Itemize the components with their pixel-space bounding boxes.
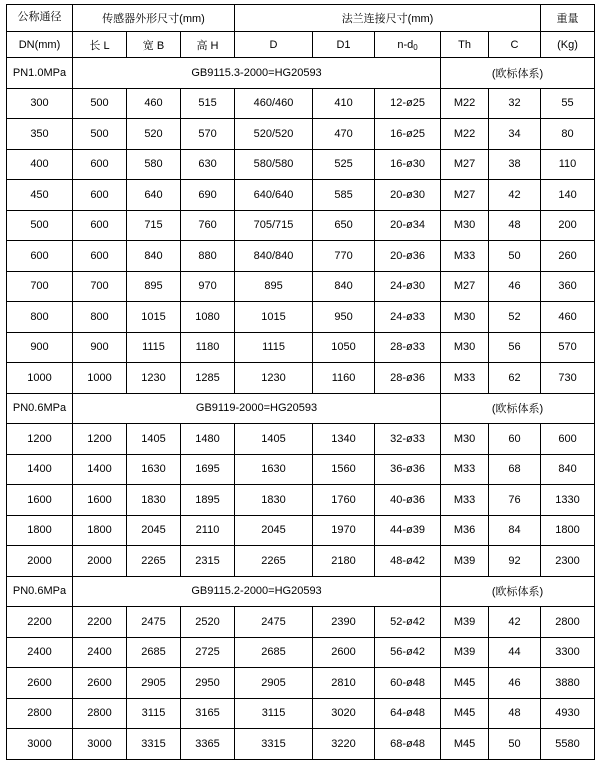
cell-c: 46 (489, 271, 541, 302)
cell-length: 1400 (73, 454, 127, 485)
cell-length: 3000 (73, 729, 127, 760)
cell-length: 600 (73, 180, 127, 211)
cell-width: 2265 (127, 546, 181, 577)
cell-dn: 2600 (7, 668, 73, 699)
cell-height: 515 (181, 88, 235, 119)
cell-length: 1000 (73, 363, 127, 394)
cell-dn: 600 (7, 241, 73, 272)
cell-dn: 2000 (7, 546, 73, 577)
cell-th: M39 (441, 637, 489, 668)
cell-d: 3115 (235, 698, 313, 729)
header-group-flange: 法兰连接尺寸(mm) (235, 5, 541, 32)
cell-d: 705/715 (235, 210, 313, 241)
cell-nd0: 16-ø30 (375, 149, 441, 180)
section-pressure-label: PN0.6MPa (7, 393, 73, 424)
header-col-height: 高 H (181, 32, 235, 58)
cell-d: 3315 (235, 729, 313, 760)
cell-length: 600 (73, 210, 127, 241)
cell-d: 2475 (235, 607, 313, 638)
cell-th: M30 (441, 210, 489, 241)
cell-c: 46 (489, 668, 541, 699)
header-col-nd0-subscript: 0 (413, 42, 418, 52)
cell-length: 2000 (73, 546, 127, 577)
cell-width: 2905 (127, 668, 181, 699)
cell-c: 42 (489, 180, 541, 211)
cell-width: 840 (127, 241, 181, 272)
section-standard-label: GB9119-2000=HG20593 (73, 393, 441, 424)
cell-weight: 80 (541, 119, 595, 150)
cell-dn: 1600 (7, 485, 73, 516)
table-row (7, 454, 595, 485)
cell-width: 580 (127, 149, 181, 180)
cell-c: 50 (489, 729, 541, 760)
cell-c: 68 (489, 454, 541, 485)
cell-nd0: 68-ø48 (375, 729, 441, 760)
table-body (7, 58, 595, 760)
table-row (7, 180, 595, 211)
cell-th: M36 (441, 515, 489, 546)
cell-nd0: 52-ø42 (375, 607, 441, 638)
cell-dn: 800 (7, 302, 73, 333)
header-group-sensor: 传感器外形尺寸(mm) (73, 5, 235, 32)
cell-d1: 2600 (313, 637, 375, 668)
section-pressure-label: PN0.6MPa (7, 576, 73, 607)
table-row (7, 485, 595, 516)
cell-weight: 4930 (541, 698, 595, 729)
cell-weight: 110 (541, 149, 595, 180)
cell-height: 690 (181, 180, 235, 211)
cell-height: 2110 (181, 515, 235, 546)
cell-weight: 3880 (541, 668, 595, 699)
table-row (7, 119, 595, 150)
cell-height: 1285 (181, 363, 235, 394)
cell-width: 895 (127, 271, 181, 302)
cell-height: 2950 (181, 668, 235, 699)
cell-dn: 500 (7, 210, 73, 241)
cell-length: 600 (73, 149, 127, 180)
cell-c: 34 (489, 119, 541, 150)
cell-height: 2520 (181, 607, 235, 638)
section-pressure-label: PN1.0MPa (7, 58, 73, 89)
cell-weight: 3300 (541, 637, 595, 668)
header-dn-line2: DN(mm) (7, 32, 73, 58)
table-row (7, 302, 595, 333)
cell-height: 1180 (181, 332, 235, 363)
header-weight-line2: (Kg) (541, 32, 595, 58)
cell-width: 2685 (127, 637, 181, 668)
cell-c: 32 (489, 88, 541, 119)
table-row (7, 149, 595, 180)
cell-c: 76 (489, 485, 541, 516)
section-header-row (7, 58, 595, 89)
cell-weight: 2300 (541, 546, 595, 577)
table-row (7, 729, 595, 760)
cell-height: 970 (181, 271, 235, 302)
cell-nd0: 64-ø48 (375, 698, 441, 729)
cell-weight: 55 (541, 88, 595, 119)
cell-d1: 2180 (313, 546, 375, 577)
cell-c: 84 (489, 515, 541, 546)
cell-d1: 3220 (313, 729, 375, 760)
cell-th: M22 (441, 88, 489, 119)
cell-d: 2685 (235, 637, 313, 668)
table-row (7, 241, 595, 272)
cell-d1: 1340 (313, 424, 375, 455)
cell-dn: 1000 (7, 363, 73, 394)
cell-nd0: 28-ø33 (375, 332, 441, 363)
cell-nd0: 56-ø42 (375, 637, 441, 668)
cell-d: 1630 (235, 454, 313, 485)
cell-th: M27 (441, 271, 489, 302)
section-note-label: (欧标体系) (441, 58, 595, 89)
cell-c: 38 (489, 149, 541, 180)
cell-c: 44 (489, 637, 541, 668)
table-row (7, 546, 595, 577)
cell-nd0: 44-ø39 (375, 515, 441, 546)
header-col-length: 长 L (73, 32, 127, 58)
cell-d: 1015 (235, 302, 313, 333)
header-col-th: Th (441, 32, 489, 58)
cell-dn: 350 (7, 119, 73, 150)
cell-dn: 700 (7, 271, 73, 302)
cell-dn: 1400 (7, 454, 73, 485)
table-row (7, 424, 595, 455)
cell-weight: 730 (541, 363, 595, 394)
cell-nd0: 20-ø34 (375, 210, 441, 241)
cell-length: 800 (73, 302, 127, 333)
cell-height: 3365 (181, 729, 235, 760)
cell-dn: 2400 (7, 637, 73, 668)
table-header (7, 5, 595, 58)
header-col-width: 宽 B (127, 32, 181, 58)
cell-dn: 900 (7, 332, 73, 363)
cell-length: 1800 (73, 515, 127, 546)
cell-c: 52 (489, 302, 541, 333)
cell-width: 2475 (127, 607, 181, 638)
header-row-groups (7, 5, 595, 32)
cell-weight: 260 (541, 241, 595, 272)
cell-dn: 300 (7, 88, 73, 119)
cell-length: 700 (73, 271, 127, 302)
cell-d1: 2390 (313, 607, 375, 638)
cell-c: 56 (489, 332, 541, 363)
cell-d: 1830 (235, 485, 313, 516)
cell-nd0: 32-ø33 (375, 424, 441, 455)
cell-weight: 570 (541, 332, 595, 363)
table-row (7, 210, 595, 241)
header-weight-line1: 重量 (541, 5, 595, 32)
cell-nd0: 40-ø36 (375, 485, 441, 516)
cell-d: 840/840 (235, 241, 313, 272)
cell-weight: 200 (541, 210, 595, 241)
cell-d1: 470 (313, 119, 375, 150)
header-col-nd0-text: n-d (397, 38, 414, 51)
cell-c: 48 (489, 698, 541, 729)
cell-nd0: 24-ø33 (375, 302, 441, 333)
cell-d1: 650 (313, 210, 375, 241)
cell-d: 580/580 (235, 149, 313, 180)
cell-th: M45 (441, 698, 489, 729)
cell-nd0: 12-ø25 (375, 88, 441, 119)
cell-d: 2045 (235, 515, 313, 546)
cell-d1: 1560 (313, 454, 375, 485)
section-header-row (7, 576, 595, 607)
cell-th: M39 (441, 546, 489, 577)
cell-weight: 1330 (541, 485, 595, 516)
cell-length: 500 (73, 88, 127, 119)
cell-dn: 3000 (7, 729, 73, 760)
table-row (7, 88, 595, 119)
cell-length: 1200 (73, 424, 127, 455)
cell-c: 42 (489, 607, 541, 638)
cell-nd0: 16-ø25 (375, 119, 441, 150)
cell-dn: 450 (7, 180, 73, 211)
cell-d1: 525 (313, 149, 375, 180)
cell-d1: 840 (313, 271, 375, 302)
cell-length: 500 (73, 119, 127, 150)
table-row (7, 363, 595, 394)
header-dn-line1: 公称通径 (17, 11, 62, 24)
cell-width: 1405 (127, 424, 181, 455)
section-header-row (7, 393, 595, 424)
cell-d: 1405 (235, 424, 313, 455)
cell-width: 520 (127, 119, 181, 150)
cell-d: 2905 (235, 668, 313, 699)
cell-th: M30 (441, 332, 489, 363)
cell-c: 62 (489, 363, 541, 394)
cell-d1: 770 (313, 241, 375, 272)
cell-weight: 140 (541, 180, 595, 211)
cell-th: M22 (441, 119, 489, 150)
cell-height: 1480 (181, 424, 235, 455)
header-row-subcolumns (7, 32, 595, 58)
cell-weight: 360 (541, 271, 595, 302)
cell-th: M30 (441, 302, 489, 333)
table-row (7, 515, 595, 546)
cell-width: 1230 (127, 363, 181, 394)
cell-d: 2265 (235, 546, 313, 577)
cell-length: 1600 (73, 485, 127, 516)
cell-length: 2800 (73, 698, 127, 729)
cell-th: M39 (441, 607, 489, 638)
cell-height: 2315 (181, 546, 235, 577)
cell-width: 715 (127, 210, 181, 241)
specification-table (6, 4, 595, 760)
cell-width: 460 (127, 88, 181, 119)
cell-d1: 410 (313, 88, 375, 119)
table-row (7, 271, 595, 302)
section-standard-label: GB9115.2-2000=HG20593 (73, 576, 441, 607)
cell-th: M33 (441, 241, 489, 272)
cell-length: 900 (73, 332, 127, 363)
section-note-label: (欧标体系) (441, 393, 595, 424)
cell-c: 50 (489, 241, 541, 272)
header-col-d1: D1 (313, 32, 375, 58)
cell-nd0: 60-ø48 (375, 668, 441, 699)
cell-d1: 1050 (313, 332, 375, 363)
cell-height: 3165 (181, 698, 235, 729)
cell-c: 60 (489, 424, 541, 455)
cell-weight: 5580 (541, 729, 595, 760)
cell-d: 640/640 (235, 180, 313, 211)
cell-th: M30 (441, 424, 489, 455)
cell-d1: 1760 (313, 485, 375, 516)
section-standard-label: GB9115.3-2000=HG20593 (73, 58, 441, 89)
cell-d1: 2810 (313, 668, 375, 699)
cell-width: 1115 (127, 332, 181, 363)
table-row (7, 332, 595, 363)
cell-weight: 2800 (541, 607, 595, 638)
cell-nd0: 48-ø42 (375, 546, 441, 577)
cell-weight: 600 (541, 424, 595, 455)
cell-dn: 400 (7, 149, 73, 180)
cell-th: M33 (441, 454, 489, 485)
table-row (7, 607, 595, 638)
header-col-c: C (489, 32, 541, 58)
cell-width: 3115 (127, 698, 181, 729)
cell-nd0: 28-ø36 (375, 363, 441, 394)
cell-weight: 1800 (541, 515, 595, 546)
table-row (7, 698, 595, 729)
cell-width: 2045 (127, 515, 181, 546)
cell-d1: 950 (313, 302, 375, 333)
header-dn (7, 5, 73, 32)
cell-height: 1695 (181, 454, 235, 485)
cell-height: 1080 (181, 302, 235, 333)
cell-d1: 585 (313, 180, 375, 211)
cell-height: 2725 (181, 637, 235, 668)
table-row (7, 668, 595, 699)
section-note-label: (欧标体系) (441, 576, 595, 607)
cell-length: 2200 (73, 607, 127, 638)
cell-height: 1895 (181, 485, 235, 516)
cell-width: 1830 (127, 485, 181, 516)
cell-th: M27 (441, 149, 489, 180)
cell-th: M45 (441, 668, 489, 699)
cell-dn: 1800 (7, 515, 73, 546)
cell-d1: 1970 (313, 515, 375, 546)
cell-length: 2600 (73, 668, 127, 699)
cell-length: 2400 (73, 637, 127, 668)
cell-nd0: 36-ø36 (375, 454, 441, 485)
cell-nd0: 24-ø30 (375, 271, 441, 302)
cell-width: 640 (127, 180, 181, 211)
cell-dn: 2200 (7, 607, 73, 638)
cell-nd0: 20-ø36 (375, 241, 441, 272)
cell-d1: 3020 (313, 698, 375, 729)
cell-c: 92 (489, 546, 541, 577)
cell-weight: 460 (541, 302, 595, 333)
cell-dn: 2800 (7, 698, 73, 729)
cell-width: 3315 (127, 729, 181, 760)
cell-width: 1630 (127, 454, 181, 485)
cell-c: 48 (489, 210, 541, 241)
cell-d1: 1160 (313, 363, 375, 394)
cell-length: 600 (73, 241, 127, 272)
cell-th: M33 (441, 485, 489, 516)
cell-d: 520/520 (235, 119, 313, 150)
cell-th: M33 (441, 363, 489, 394)
header-col-d: D (235, 32, 313, 58)
cell-width: 1015 (127, 302, 181, 333)
header-col-nd0 (375, 32, 441, 58)
cell-th: M45 (441, 729, 489, 760)
cell-height: 880 (181, 241, 235, 272)
cell-weight: 840 (541, 454, 595, 485)
cell-d: 1230 (235, 363, 313, 394)
cell-height: 570 (181, 119, 235, 150)
cell-nd0: 20-ø30 (375, 180, 441, 211)
cell-d: 1115 (235, 332, 313, 363)
cell-dn: 1200 (7, 424, 73, 455)
cell-height: 760 (181, 210, 235, 241)
table-row (7, 637, 595, 668)
cell-d: 895 (235, 271, 313, 302)
cell-th: M27 (441, 180, 489, 211)
cell-height: 630 (181, 149, 235, 180)
cell-d: 460/460 (235, 88, 313, 119)
